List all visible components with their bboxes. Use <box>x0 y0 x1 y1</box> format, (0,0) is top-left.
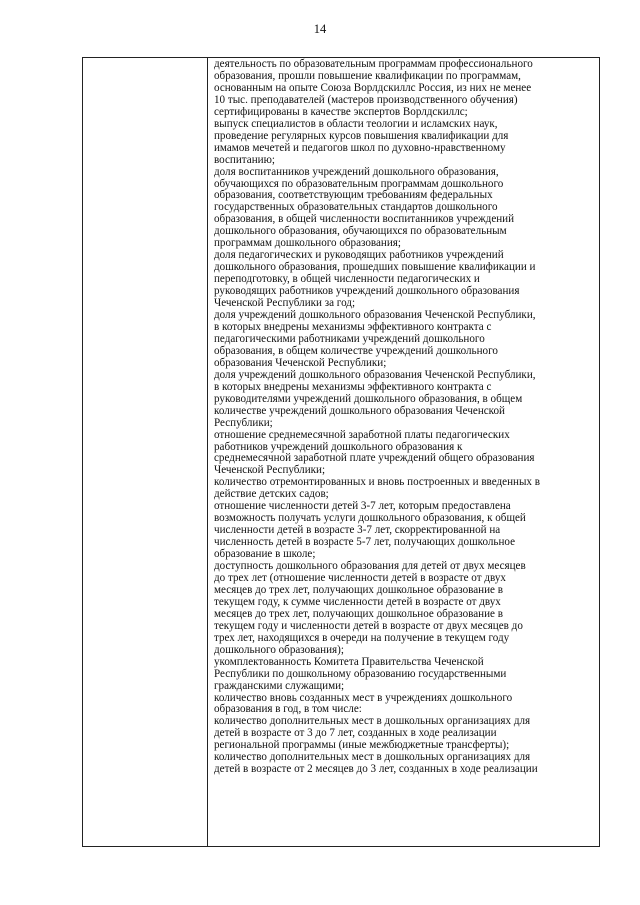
text-line: деятельность по образовательным программам профессионального <box>214 58 533 70</box>
text-line: возможность получать услуги дошкольного образования, к общей <box>214 512 526 525</box>
text-line: программам дошкольного образования; <box>214 237 401 250</box>
text-line: образования Чеченской Республики; <box>214 356 387 369</box>
text-line: численность детей в возрасте 5-7 лет, получающих дошкольное <box>214 536 515 549</box>
text-line: образования, соответствующим требованиям федеральных <box>214 189 493 202</box>
text-line: месяцев до трех лет, получающих дошкольное образование в <box>214 607 503 620</box>
text-line: текущем году, к сумме численности детей в возрасте от двух <box>214 595 501 608</box>
text-line: образования, прошли повышение квалификации по программам, <box>214 69 521 82</box>
text-line: доля учреждений дошкольного образования Чеченской Республики, <box>214 368 536 381</box>
text-line: дошкольного образования); <box>214 643 344 656</box>
document-table <box>82 57 600 847</box>
text-line: образования, в общей численности воспитанников учреждений <box>214 213 515 226</box>
text-line: региональной программы (иные межбюджетные трансферты); <box>214 739 510 752</box>
text-line: руководящих работников учреждений дошкольного образования <box>214 285 520 298</box>
text-line: Чеченской Республики; <box>214 464 326 477</box>
text-line: отношение среднемесячной заработной платы педагогических <box>214 428 510 441</box>
text-line: основанным на опыте Союза Ворлдскиллс Россия, из них не менее <box>214 81 532 94</box>
indicator-text-cell <box>214 59 600 776</box>
text-line: количество вновь созданных мест в учреждениях дошкольного <box>214 691 513 704</box>
text-line: обучающихся по образовательным программам дошкольного <box>214 177 504 190</box>
text-line: количество дополнительных мест в дошкольных организациях для <box>214 715 531 728</box>
text-line: доля учреждений дошкольного образования Чеченской Республики, <box>214 309 536 322</box>
text-line: имамов мечетей и педагогов школ по духовно-нравственному <box>214 141 506 154</box>
text-line: дошкольного образования, прошедших повышение квалификации и <box>214 261 536 274</box>
text-line: количество отремонтированных и вновь построенных и введенных в <box>214 476 540 489</box>
text-line: в которых внедрены механизмы эффективного контракта с <box>214 380 492 393</box>
text-line: Республики; <box>214 416 273 429</box>
text-line: в которых внедрены механизмы эффективного контракта с <box>214 320 492 333</box>
text-line: выпуск специалистов в области теологии и исламских наук, <box>214 117 498 130</box>
text-line: доля педагогических и руководящих работников учреждений <box>214 249 504 262</box>
text-line: до трех лет (отношение численности детей в возрасте от двух <box>214 571 506 584</box>
text-line: проведение регулярных курсов повышения квалификации для <box>214 129 509 142</box>
text-line: доля воспитанников учреждений дошкольного образования, <box>214 165 499 178</box>
text-line: количестве учреждений дошкольного образования Чеченской <box>214 404 505 417</box>
text-line: педагогическими работниками учреждений дошкольного <box>214 332 485 345</box>
text-line: работников учреждений дошкольного образования к <box>214 440 463 453</box>
text-line: действие детских садов; <box>214 488 329 501</box>
page-number: 14 <box>313 22 327 36</box>
text-line: трех лет, находящихся в очереди на получение в текущем году <box>214 631 510 644</box>
text-line: месяцев до трех лет, получающих дошкольное образование в <box>214 583 503 596</box>
text-line: гражданскими служащими; <box>214 679 345 692</box>
text-line: руководителями учреждений дошкольного образования, в общем <box>214 392 523 405</box>
text-line: среднемесячной заработной плате учреждений общего образования <box>214 452 535 465</box>
text-line: переподготовку, в общей численности педагогических и <box>214 273 480 286</box>
text-line: воспитанию; <box>214 153 275 166</box>
text-line: сертифицированы в качестве экспертов Ворлдскиллс; <box>214 105 468 118</box>
text-line: количество дополнительных мест в дошкольных организациях для <box>214 751 531 764</box>
text-line: детей в возрасте от 2 месяцев до 3 лет, созданных в ходе реализации <box>214 763 538 776</box>
text-line: текущем году и численности детей в возрасте от двух месяцев до <box>214 619 523 632</box>
text-line: доступность дошкольного образования для детей от двух месяцев <box>214 560 526 573</box>
text-line: отношение численности детей 3-7 лет, которым предоставлена <box>214 500 511 513</box>
text-line: Республики по дошкольному образованию государственными <box>214 667 507 680</box>
text-line: детей в возрасте от 3 до 7 лет, созданных в ходе реализации <box>214 727 497 740</box>
text-line: численности детей в возрасте 3-7 лет, скорректированной на <box>214 524 501 537</box>
text-line: Чеченской Республики за год; <box>214 297 356 310</box>
text-line: образования в год, в том числе: <box>214 703 362 716</box>
column-divider <box>207 58 208 846</box>
text-line: 10 тыс. преподавателей (мастеров производственного обучения) <box>214 93 518 106</box>
text-line: дошкольного образования, обучающихся по образовательным <box>214 225 507 238</box>
text-line: укомплектованность Комитета Правительства Чеченской <box>214 655 484 668</box>
text-line: государственных образовательных стандартов дошкольного <box>214 201 498 214</box>
text-line: образования, в общем количестве учреждений дошкольного <box>214 344 498 357</box>
text-line: образование в школе; <box>214 548 316 561</box>
